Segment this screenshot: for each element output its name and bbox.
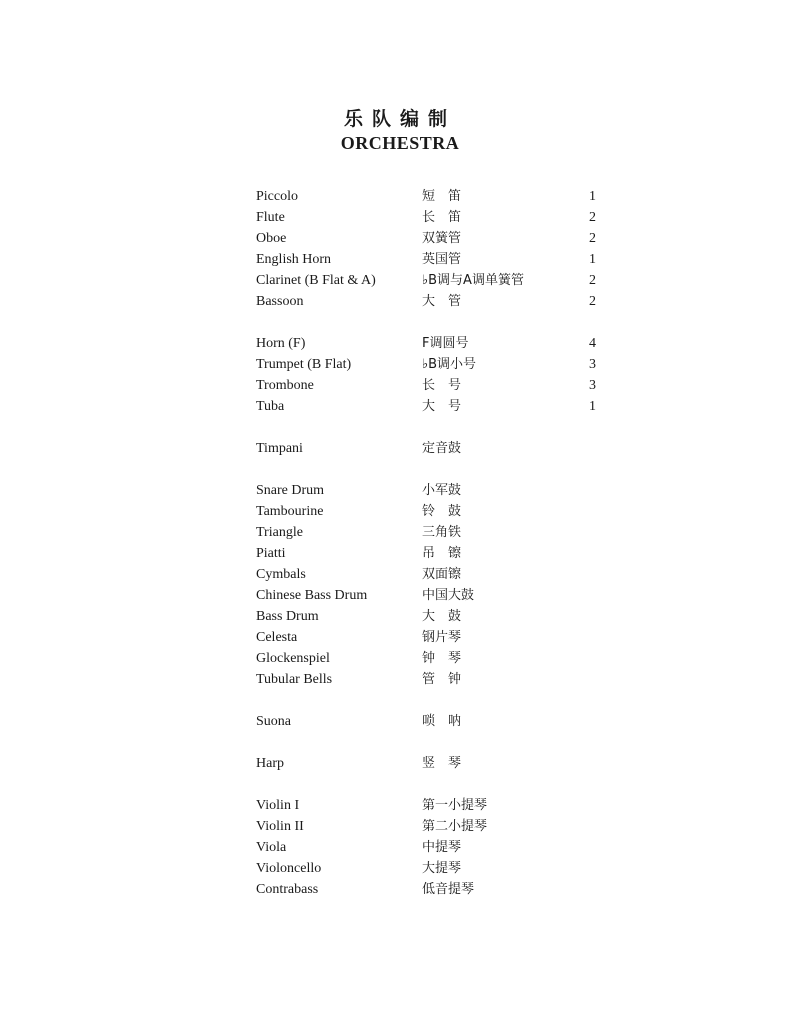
instrument-row <box>0 186 800 207</box>
instrument-name-chinese: 唢 呐 <box>422 714 462 729</box>
instrument-name-english: Chinese Bass Drum <box>256 588 368 603</box>
instrument-name-english: Violoncello <box>256 861 322 876</box>
instrument-name-chinese: 英国管 <box>422 252 462 267</box>
instrument-count: 2 <box>589 231 596 246</box>
instrument-row <box>0 228 800 249</box>
instrument-row <box>0 648 800 669</box>
instrument-name-chinese: 铃 鼓 <box>422 504 462 519</box>
instrument-name-english: Viola <box>256 840 287 855</box>
instrument-group <box>0 795 800 900</box>
instrument-group <box>0 711 800 732</box>
page-title-chinese: 乐队编制 <box>343 108 456 130</box>
instrument-name-english: Suona <box>256 714 291 729</box>
instrument-name-english: English Horn <box>256 252 332 267</box>
instrument-group <box>0 333 800 417</box>
instrument-name-english: Bass Drum <box>256 609 319 624</box>
instrument-name-chinese: ♭B调与A调单簧管 <box>422 273 524 288</box>
instrument-count: 2 <box>589 210 596 225</box>
instrument-row <box>0 879 800 900</box>
instrument-name-english: Glockenspiel <box>256 651 330 666</box>
instrument-name-chinese: 大提琴 <box>422 861 462 876</box>
instrument-name-english: Celesta <box>256 630 298 645</box>
instrument-name-chinese: 中提琴 <box>422 840 462 855</box>
instrument-name-chinese: F调圆号 <box>422 336 469 351</box>
instrument-name-english: Trombone <box>256 378 314 393</box>
instrument-group <box>0 753 800 774</box>
instrument-group <box>0 186 800 312</box>
instrument-name-english: Piccolo <box>256 189 298 204</box>
instrument-row <box>0 753 800 774</box>
instrument-name-english: Snare Drum <box>256 483 325 498</box>
instrument-group <box>0 438 800 459</box>
instrument-name-english: Contrabass <box>256 882 319 897</box>
instrument-name-english: Tambourine <box>256 504 324 519</box>
instrument-name-chinese: ♭B调小号 <box>422 357 477 372</box>
instrument-name-chinese: 大 鼓 <box>422 609 462 624</box>
instrument-row <box>0 837 800 858</box>
instrument-name-chinese: 管 钟 <box>422 672 462 687</box>
instrument-name-chinese: 竖 琴 <box>422 756 462 771</box>
instrument-row <box>0 543 800 564</box>
instrument-name-chinese: 长 号 <box>422 378 462 393</box>
instrument-name-chinese: 双簧管 <box>422 231 462 246</box>
instrument-row <box>0 354 800 375</box>
instrument-group <box>0 480 800 690</box>
instrument-row <box>0 522 800 543</box>
instrument-name-chinese: 钢片琴 <box>422 630 462 645</box>
instrument-row <box>0 816 800 837</box>
instrument-name-chinese: 双面镲 <box>422 567 462 582</box>
instrument-count: 2 <box>589 294 596 309</box>
instrument-row <box>0 627 800 648</box>
instrument-name-english: Flute <box>256 210 285 225</box>
instrument-name-chinese: 第二小提琴 <box>422 819 488 834</box>
instrument-row <box>0 585 800 606</box>
instrument-count: 1 <box>589 252 596 267</box>
instrument-name-english: Tubular Bells <box>256 672 333 687</box>
instrument-name-english: Oboe <box>256 231 287 246</box>
instrument-name-english: Violin I <box>256 798 300 813</box>
instrument-name-chinese: 低音提琴 <box>422 882 475 897</box>
instrument-row <box>0 438 800 459</box>
instrument-name-english: Timpani <box>256 441 303 456</box>
instrument-row <box>0 207 800 228</box>
instrument-row <box>0 291 800 312</box>
instrument-name-chinese: 短 笛 <box>422 189 462 204</box>
instrument-count: 3 <box>589 378 596 393</box>
instrument-name-chinese: 大 管 <box>422 294 462 309</box>
instrument-row <box>0 564 800 585</box>
instrument-name-chinese: 长 笛 <box>422 210 462 225</box>
instrument-name-english: Harp <box>256 756 284 771</box>
instrument-row <box>0 396 800 417</box>
instrument-row <box>0 795 800 816</box>
instrument-name-chinese: 小军鼓 <box>422 483 462 498</box>
instrument-row <box>0 501 800 522</box>
instrument-row <box>0 480 800 501</box>
instrument-name-english: Triangle <box>256 525 303 540</box>
instrument-row <box>0 375 800 396</box>
instrument-row <box>0 606 800 627</box>
instrument-row <box>0 249 800 270</box>
instrument-name-chinese: 钟 琴 <box>422 651 462 666</box>
instrument-count: 1 <box>589 399 596 414</box>
instrument-name-english: Cymbals <box>256 567 306 582</box>
page-title-english: ORCHESTRA <box>340 133 460 153</box>
instrument-name-english: Horn (F) <box>256 336 306 351</box>
instrument-list <box>0 186 800 921</box>
instrument-name-chinese: 三角铁 <box>422 525 462 540</box>
instrument-row <box>0 333 800 354</box>
instrument-name-english: Tuba <box>256 399 285 414</box>
instrument-name-english: Piatti <box>256 546 286 561</box>
instrument-row <box>0 270 800 291</box>
instrument-row <box>0 858 800 879</box>
instrument-name-english: Bassoon <box>256 294 304 309</box>
instrument-name-english: Violin II <box>256 819 304 834</box>
instrument-name-chinese: 定音鼓 <box>422 441 462 456</box>
instrument-name-chinese: 第一小提琴 <box>422 798 488 813</box>
instrument-name-chinese: 吊 镲 <box>422 546 462 561</box>
instrument-name-chinese: 中国大鼓 <box>422 588 475 603</box>
instrument-name-chinese: 大 号 <box>422 399 462 414</box>
instrument-row <box>0 669 800 690</box>
instrument-count: 2 <box>589 273 596 288</box>
instrument-row <box>0 711 800 732</box>
instrument-name-english: Clarinet (B Flat & A) <box>256 273 376 288</box>
instrument-count: 4 <box>589 336 596 351</box>
instrument-count: 3 <box>589 357 596 372</box>
instrument-count: 1 <box>589 189 596 204</box>
instrument-name-english: Trumpet (B Flat) <box>256 357 352 372</box>
